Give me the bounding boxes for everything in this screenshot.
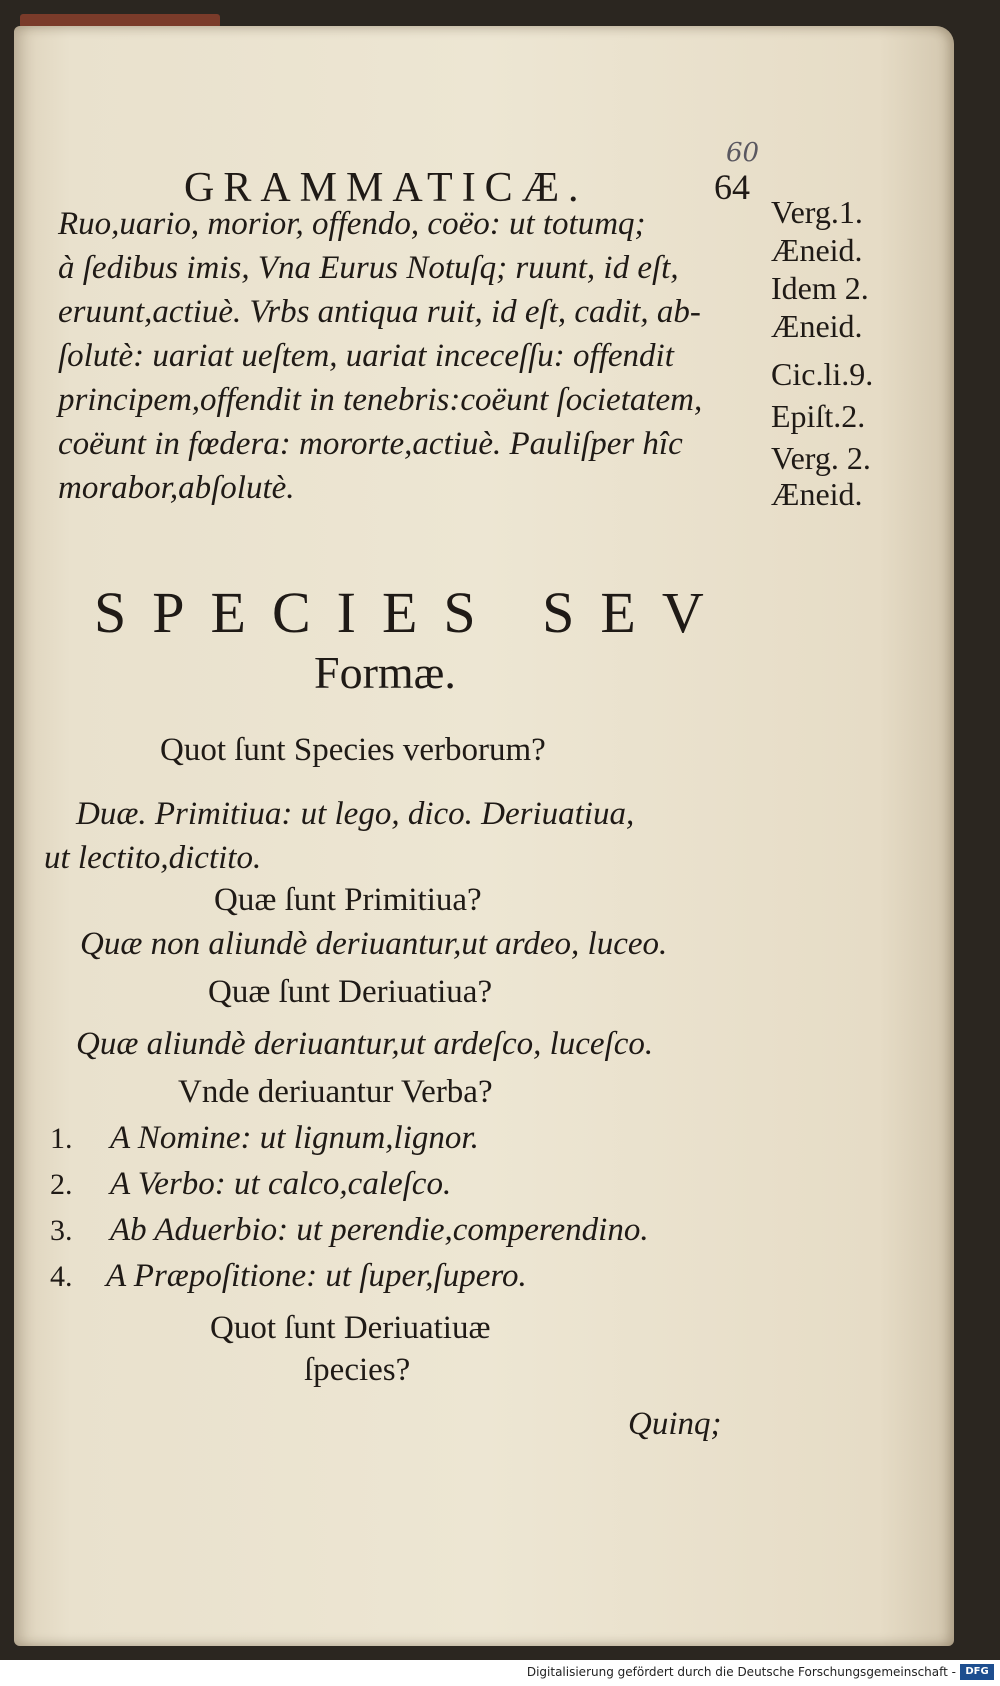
list-number: 4.	[50, 1260, 73, 1293]
handwritten-page-number: 60	[726, 138, 760, 168]
body-line: morabor,abſolutè.	[58, 470, 295, 506]
margin-note: Cic.li.9.	[771, 356, 874, 392]
margin-note: Epiſt.2.	[771, 398, 866, 434]
margin-note: Verg. 2.	[771, 440, 871, 476]
margin-note: Æneid.	[771, 308, 863, 344]
footer-bar	[0, 1660, 1000, 1686]
body-line: principem,offendit in tenebris:coëunt ſocietatem,	[58, 382, 703, 418]
list-item: A Nomine: ut lignum,lignor.	[110, 1120, 479, 1156]
list-number: 3.	[50, 1214, 73, 1247]
question-line: ſpecies?	[304, 1352, 411, 1388]
dfg-logo-icon: DFG	[960, 1664, 994, 1680]
list-number: 2.	[50, 1168, 73, 1201]
margin-note: Æneid.	[771, 232, 863, 268]
margin-note: Idem 2.	[771, 270, 869, 306]
answer-line: Duæ. Primitiua: ut lego, dico. Deriuatiua,	[76, 796, 635, 832]
section-heading: SPECIES SEV	[94, 580, 730, 645]
body-line: à ſedibus imis, Vna Eurus Notuſq; ruunt, id eſt,	[58, 250, 679, 286]
footer-credit: Digitalisierung gefördert durch die Deutsche Forschungsgemeinschaft -	[526, 1665, 956, 1679]
list-item: A Verbo: ut calco,caleſco.	[110, 1166, 452, 1202]
answer-line: Quæ aliundè deriuantur,ut ardeſco, luceſco.	[76, 1026, 654, 1062]
answer-line: ut lectito,dictito.	[44, 840, 262, 876]
question-line: Quot ſunt Deriuatiuæ	[210, 1310, 491, 1346]
body-line: ſolutè: uariat ueſtem, uariat inceceſſu: offendit	[58, 338, 674, 374]
body-line: Ruo,uario, morior, offendo, coëo: ut totumq;	[58, 206, 646, 242]
catchword: Quinq;	[628, 1406, 722, 1442]
section-subheading: Formæ.	[314, 647, 456, 698]
answer-line: Quæ non aliundè deriuantur,ut ardeo, luceo.	[80, 926, 668, 962]
question-line: Vnde deriuantur Verba?	[178, 1074, 493, 1110]
list-number: 1.	[50, 1122, 73, 1155]
running-title: GRAMMATICÆ.	[184, 165, 588, 211]
list-item: A Præpoſitione: ut ſuper,ſupero.	[106, 1258, 527, 1294]
page-number: 64	[714, 167, 750, 207]
body-line: coëunt in fœdera: mororte,actiuè. Pauliſper hîc	[58, 426, 683, 462]
list-item: Ab Aduerbio: ut perendie,comperendino.	[110, 1212, 649, 1248]
book-page	[14, 26, 954, 1646]
margin-note: Verg.1.	[771, 194, 863, 230]
question-line: Quot ſunt Species verborum?	[160, 732, 546, 768]
question-line: Quæ ſunt Deriuatiua?	[208, 974, 493, 1010]
question-line: Quæ ſunt Primitiua?	[214, 882, 482, 918]
body-line: eruunt,actiuè. Vrbs antiqua ruit, id eſt, cadit, ab-	[58, 294, 701, 330]
margin-note: Æneid.	[771, 476, 863, 512]
